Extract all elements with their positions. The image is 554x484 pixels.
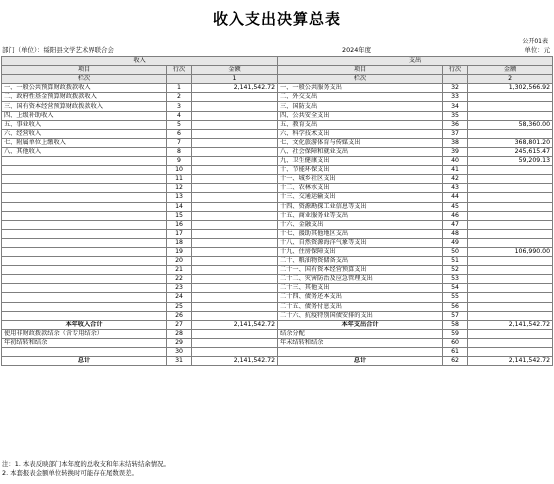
expense-item: 年末结转和结余: [278, 338, 443, 347]
expense-row-number: 50: [443, 247, 468, 256]
expense-item: 二十四、债务还本支出: [278, 293, 443, 302]
expense-amount: [468, 329, 553, 338]
expense-amount: 59,209.13: [468, 157, 553, 166]
expense-item: 二十、粮油物资储备支出: [278, 257, 443, 266]
income-amount: [192, 284, 278, 293]
expense-amount: 58,360.00: [468, 120, 553, 129]
expense-item: 二十一、国有资本经营预算支出: [278, 266, 443, 275]
expense-row-number: 56: [443, 302, 468, 311]
table-row: [2, 211, 553, 220]
total-row: [2, 329, 553, 338]
income-item: [2, 193, 167, 202]
table-row: [2, 247, 553, 256]
income-row-number: 6: [167, 129, 192, 138]
expense-amount: [468, 284, 553, 293]
table-row: [2, 138, 553, 147]
income-row-number: 28: [167, 329, 192, 338]
expense-item: 三、国防支出: [278, 102, 443, 111]
income-item: [2, 229, 167, 238]
expense-amount: [468, 293, 553, 302]
income-amount: [192, 138, 278, 147]
expense-item: 八、社会保障和就业支出: [278, 147, 443, 156]
income-item-header: 项目: [2, 66, 167, 75]
table-row: [2, 166, 553, 175]
income-row-number: 18: [167, 238, 192, 247]
income-amount: [192, 129, 278, 138]
expense-item: 十八、自然资源海洋气象等支出: [278, 238, 443, 247]
expense-amount: [468, 348, 553, 357]
income-row-number: 7: [167, 138, 192, 147]
income-amount-header: 金额: [192, 66, 278, 75]
income-item: [2, 257, 167, 266]
income-item: [2, 220, 167, 229]
income-row-number: 30: [167, 348, 192, 357]
table-row: [2, 184, 553, 193]
income-row-number: 31: [167, 357, 192, 366]
expense-row-number: 43: [443, 184, 468, 193]
income-row-number: 25: [167, 302, 192, 311]
income-amount: [192, 93, 278, 102]
expense-row-number: 49: [443, 238, 468, 247]
income-item: 六、经营收入: [2, 129, 167, 138]
income-item: [2, 311, 167, 320]
income-item: 年初结转和结余: [2, 338, 167, 347]
table-row: [2, 84, 553, 93]
income-item: 二、政府性基金预算财政拨款收入: [2, 93, 167, 102]
expense-item: 二十六、抗疫特别国债安排的支出: [278, 311, 443, 320]
expense-item: 本年支出合计: [278, 320, 443, 329]
total-row: [2, 357, 553, 366]
page-title: 收入支出决算总表: [212, 10, 341, 28]
expense-row-number: 53: [443, 275, 468, 284]
expense-item: 五、教育支出: [278, 120, 443, 129]
expense-row-number: 59: [443, 329, 468, 338]
expense-item: 十五、商业服务业等支出: [278, 211, 443, 220]
note-1: 注：1. 本表反映部门本年度的总收支和年末结转结余情况。: [2, 460, 170, 468]
income-item: 使用非财政拨款结余（含专用结余）: [2, 329, 167, 338]
expense-amount: [468, 102, 553, 111]
income-amount: [192, 338, 278, 347]
income-amount: [192, 257, 278, 266]
income-row-number: 14: [167, 202, 192, 211]
expense-row-number: 42: [443, 175, 468, 184]
income-amount: [192, 102, 278, 111]
expense-amount: [468, 238, 553, 247]
note-2: 2. 本套报表金额单位转换时可能存在尾数误差。: [2, 468, 138, 477]
income-amount: [192, 266, 278, 275]
expense-amount: 368,801.20: [468, 138, 553, 147]
expense-row-number: 35: [443, 111, 468, 120]
income-header: 收入: [2, 57, 278, 66]
expense-row-number: 41: [443, 166, 468, 175]
expense-amount: [468, 220, 553, 229]
expense-row-number: 61: [443, 348, 468, 357]
income-amount: [192, 220, 278, 229]
income-amount: [192, 184, 278, 193]
expense-item: 十三、交通运输支出: [278, 193, 443, 202]
income-amount: [192, 311, 278, 320]
table-row: [2, 193, 553, 202]
income-amount: 2,141,542.72: [192, 84, 278, 93]
income-item: [2, 302, 167, 311]
expense-amount: [468, 211, 553, 220]
expense-item: 十四、资源勘探工业信息等支出: [278, 202, 443, 211]
expense-row-number: 54: [443, 284, 468, 293]
expense-header: 支出: [278, 57, 553, 66]
income-amount: [192, 175, 278, 184]
income-item: [2, 266, 167, 275]
income-amount: [192, 238, 278, 247]
income-item: [2, 247, 167, 256]
expense-item: 十六、金融支出: [278, 220, 443, 229]
income-item: [2, 175, 167, 184]
expense-amount: [468, 302, 553, 311]
table-row: [2, 129, 553, 138]
expense-row-number: 55: [443, 293, 468, 302]
expense-amount: [468, 257, 553, 266]
expense-amount: 245,615.47: [468, 147, 553, 156]
income-amount: [192, 229, 278, 238]
expense-item: 七、文化旅游体育与传媒支出: [278, 138, 443, 147]
expense-item: [278, 348, 443, 357]
expense-item: 十、节能环保支出: [278, 166, 443, 175]
total-row: [2, 348, 553, 357]
expense-item: 十二、农林水支出: [278, 184, 443, 193]
table-row: [2, 120, 553, 129]
income-row-number: 4: [167, 111, 192, 120]
expense-item-header: 项目: [278, 66, 443, 75]
expense-row-number: 52: [443, 266, 468, 275]
expense-row-header: 行次: [443, 66, 468, 75]
table-row: [2, 93, 553, 102]
income-item: [2, 211, 167, 220]
expense-amount: 2,141,542.72: [468, 320, 553, 329]
expense-item: 四、公共安全支出: [278, 111, 443, 120]
expense-amount: [468, 266, 553, 275]
expense-amount: 1,302,566.92: [468, 84, 553, 93]
income-row-number: 16: [167, 220, 192, 229]
income-amount: [192, 211, 278, 220]
column-header-row: [2, 66, 553, 75]
table-row: [2, 175, 553, 184]
income-row-number: 12: [167, 184, 192, 193]
table-row: [2, 147, 553, 156]
expense-row-number: 37: [443, 129, 468, 138]
expense-amount: 106,990.00: [468, 247, 553, 256]
income-amount: [192, 275, 278, 284]
expense-row-number: 47: [443, 220, 468, 229]
income-row-number: 2: [167, 93, 192, 102]
income-item: 一、一般公共预算财政拨款收入: [2, 84, 167, 93]
income-item: 四、上级补助收入: [2, 111, 167, 120]
expense-item: 二、外交支出: [278, 93, 443, 102]
income-amount: [192, 202, 278, 211]
expense-lanci-blank: [443, 75, 468, 84]
expense-amount: [468, 338, 553, 347]
expense-amount: [468, 184, 553, 193]
expense-amount: [468, 275, 553, 284]
expense-item: 二十二、灾害防治及应急管理支出: [278, 275, 443, 284]
expense-item: 十一、城乡社区支出: [278, 175, 443, 184]
income-amount: [192, 329, 278, 338]
expense-row-number: 33: [443, 93, 468, 102]
income-row-number: 10: [167, 166, 192, 175]
table-row: [2, 157, 553, 166]
income-row-number: 22: [167, 275, 192, 284]
income-item: [2, 238, 167, 247]
income-amount: [192, 193, 278, 202]
income-row-number: 19: [167, 247, 192, 256]
income-item: 三、国有资本经营预算财政拨款收入: [2, 102, 167, 111]
income-row-number: 5: [167, 120, 192, 129]
income-row-number: 26: [167, 311, 192, 320]
income-item: [2, 157, 167, 166]
table-row: [2, 275, 553, 284]
expense-amount: 2,141,542.72: [468, 357, 553, 366]
income-row-header: 行次: [167, 66, 192, 75]
expense-item: 总计: [278, 357, 443, 366]
income-item: [2, 184, 167, 193]
expense-item: 二十三、其他支出: [278, 284, 443, 293]
table-row: [2, 284, 553, 293]
org-label: 部门（单位）：绥阳县文学艺术界联合会: [2, 46, 114, 54]
income-row-number: 8: [167, 147, 192, 156]
income-row-number: 9: [167, 157, 192, 166]
income-item: [2, 166, 167, 175]
year-label: 2024年度: [342, 46, 372, 54]
notes: [2, 460, 170, 477]
expense-item: 九、卫生健康支出: [278, 157, 443, 166]
income-row-number: 13: [167, 193, 192, 202]
income-row-number: 17: [167, 229, 192, 238]
expense-col-number: 2: [468, 75, 553, 84]
income-item: [2, 348, 167, 357]
total-row: [2, 338, 553, 347]
table-row: [2, 229, 553, 238]
income-item: 八、其他收入: [2, 147, 167, 156]
income-amount: [192, 348, 278, 357]
expense-amount: [468, 93, 553, 102]
income-lanci: 栏次: [2, 75, 167, 84]
table-row: [2, 257, 553, 266]
expense-row-number: 32: [443, 84, 468, 93]
income-item: 总计: [2, 357, 167, 366]
table-row: [2, 302, 553, 311]
income-item: [2, 284, 167, 293]
income-amount: 2,141,542.72: [192, 320, 278, 329]
income-row-number: 11: [167, 175, 192, 184]
expense-row-number: 39: [443, 147, 468, 156]
table-row: [2, 102, 553, 111]
expense-row-number: 51: [443, 257, 468, 266]
income-amount: [192, 111, 278, 120]
expense-amount: [468, 175, 553, 184]
expense-amount: [468, 129, 553, 138]
expense-row-number: 58: [443, 320, 468, 329]
section-header-row: [2, 57, 553, 66]
table-row: [2, 311, 553, 320]
income-row-number: 3: [167, 102, 192, 111]
expense-row-number: 57: [443, 311, 468, 320]
income-item: [2, 293, 167, 302]
expense-amount: [468, 111, 553, 120]
total-row: [2, 320, 553, 329]
income-item: 七、附属单位上缴收入: [2, 138, 167, 147]
income-row-number: 15: [167, 211, 192, 220]
expense-row-number: 45: [443, 202, 468, 211]
form-code: 公开01表: [522, 38, 548, 45]
income-amount: [192, 157, 278, 166]
expense-row-number: 46: [443, 211, 468, 220]
income-col-number: 1: [192, 75, 278, 84]
table-row: [2, 266, 553, 275]
income-amount: [192, 302, 278, 311]
income-row-number: 23: [167, 284, 192, 293]
table-row: [2, 220, 553, 229]
income-row-number: 20: [167, 257, 192, 266]
income-amount: [192, 147, 278, 156]
income-item: [2, 275, 167, 284]
income-lanci-blank: [167, 75, 192, 84]
income-item: 五、事业收入: [2, 120, 167, 129]
expense-item: 十九、住房保障支出: [278, 247, 443, 256]
income-item: [2, 202, 167, 211]
expense-row-number: 40: [443, 157, 468, 166]
expense-row-number: 48: [443, 229, 468, 238]
expense-row-number: 60: [443, 338, 468, 347]
expense-lanci: 栏次: [278, 75, 443, 84]
expense-item: 二十五、债务付息支出: [278, 302, 443, 311]
income-row-number: 27: [167, 320, 192, 329]
table-row: [2, 202, 553, 211]
meta-line: [2, 45, 552, 55]
income-row-number: 21: [167, 266, 192, 275]
expense-row-number: 62: [443, 357, 468, 366]
income-amount: [192, 120, 278, 129]
expense-amount: [468, 229, 553, 238]
expense-item: 一、一般公共服务支出: [278, 84, 443, 93]
table-row: [2, 293, 553, 302]
expense-amount-header: 金额: [468, 66, 553, 75]
expense-item: 六、科学技术支出: [278, 129, 443, 138]
expense-row-number: 38: [443, 138, 468, 147]
table-row: [2, 238, 553, 247]
budget-table: [1, 56, 553, 366]
income-row-number: 24: [167, 293, 192, 302]
expense-amount: [468, 193, 553, 202]
income-amount: [192, 247, 278, 256]
expense-item: 结余分配: [278, 329, 443, 338]
income-amount: 2,141,542.72: [192, 357, 278, 366]
income-amount: [192, 293, 278, 302]
table-row: [2, 111, 553, 120]
income-row-number: 29: [167, 338, 192, 347]
income-amount: [192, 166, 278, 175]
expense-amount: [468, 202, 553, 211]
unit-label: 单位：元: [524, 46, 550, 54]
lanci-row: [2, 75, 553, 84]
expense-amount: [468, 311, 553, 320]
expense-item: 十七、援助其他地区支出: [278, 229, 443, 238]
expense-amount: [468, 166, 553, 175]
expense-row-number: 44: [443, 193, 468, 202]
expense-row-number: 36: [443, 120, 468, 129]
income-row-number: 1: [167, 84, 192, 93]
income-item: 本年收入合计: [2, 320, 167, 329]
expense-row-number: 34: [443, 102, 468, 111]
